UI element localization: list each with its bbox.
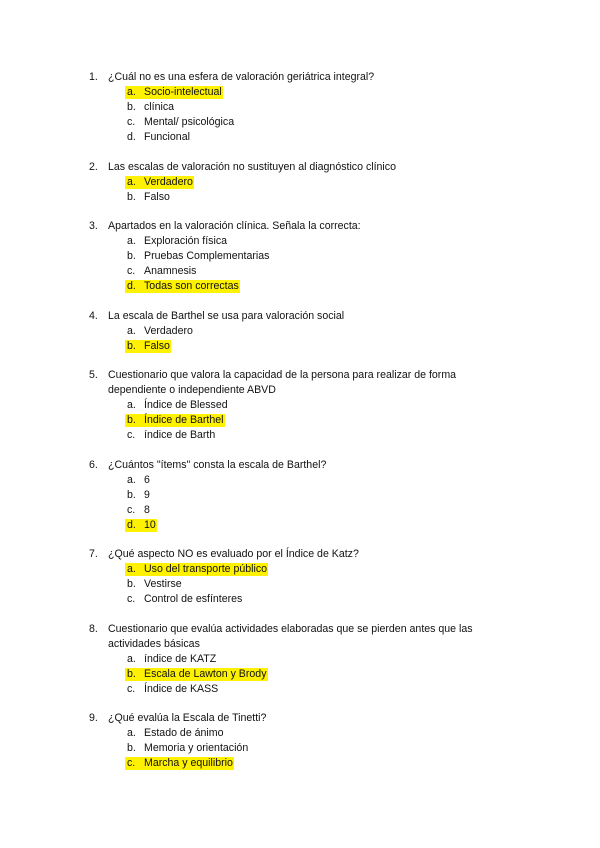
option-text: índice de KATZ (144, 652, 217, 665)
option-text: índice de Barth (144, 429, 216, 441)
answer-option (0, 190, 600, 205)
question-text: Las escalas de valoración no sustituyen al diagnóstico clínico (108, 160, 396, 173)
option-letter: b. (127, 742, 136, 754)
question-text: Apartados en la valoración clínica. Señala la correcta: (108, 220, 361, 232)
option-letter: a. (127, 324, 136, 337)
option-text: Verdadero (144, 324, 193, 337)
option-text: Socio-intelectual (144, 86, 222, 98)
answer-option-correct (0, 85, 600, 100)
question-stem (0, 458, 498, 473)
answer-option (0, 726, 600, 741)
answer-option (0, 264, 600, 279)
question-2 (0, 160, 600, 205)
option-text: Falso (144, 339, 170, 352)
answer-option-correct (0, 667, 600, 682)
option-letter: a. (127, 175, 136, 188)
option-letter: c. (127, 682, 136, 695)
answer-option (0, 592, 600, 607)
option-letter: d. (127, 280, 136, 292)
option-text: 9 (144, 488, 150, 501)
option-letter: c. (127, 116, 136, 128)
answer-option (0, 488, 600, 503)
option-text: Índice de KASS (144, 682, 219, 695)
question-number: 5. (89, 369, 98, 381)
option-letter: b. (127, 339, 136, 352)
question-stem (0, 547, 498, 562)
answer-option (0, 100, 600, 115)
answer-option (0, 577, 600, 592)
option-letter: b. (127, 667, 136, 680)
option-letter: a. (127, 652, 136, 665)
option-letter: b. (127, 101, 136, 113)
answer-option-correct (0, 756, 600, 771)
question-6 (0, 458, 600, 533)
option-text: Verdadero (144, 175, 193, 188)
answer-option (0, 503, 600, 518)
option-letter: b. (127, 414, 136, 426)
option-letter: c. (127, 757, 136, 769)
option-letter: d. (127, 518, 136, 531)
question-stem (0, 70, 498, 85)
answer-option (0, 428, 600, 443)
option-text: clínica (144, 101, 175, 113)
option-letter: b. (127, 578, 136, 590)
option-letter: a. (127, 563, 136, 575)
answer-option (0, 130, 600, 145)
option-text: Índice de Barthel (144, 414, 224, 426)
option-letter: b. (127, 488, 136, 501)
question-stem (0, 219, 498, 234)
option-letter: c. (127, 593, 136, 605)
option-letter: d. (127, 131, 136, 143)
answer-option-correct (0, 339, 600, 354)
question-text: ¿Cuál no es una esfera de valoración geriátrica integral? (108, 71, 375, 83)
option-text: 10 (144, 518, 156, 531)
option-text: Pruebas Complementarias (144, 250, 270, 262)
option-text: Escala de Lawton y Brody (144, 667, 267, 680)
option-letter: c. (127, 265, 136, 277)
question-9 (0, 711, 600, 771)
question-text: Cuestionario que valora la capacidad de la persona para realizar de forma dependiente o independiente ABVD (108, 369, 457, 396)
answer-option (0, 398, 600, 413)
option-text: Todas son correctas (144, 280, 239, 292)
question-text: Cuestionario que evalúa actividades elaboradas que se pierden antes que las actividades básicas (108, 622, 473, 650)
option-letter: a. (127, 727, 136, 739)
option-text: Uso del transporte público (144, 563, 268, 575)
answer-option-correct (0, 518, 600, 533)
option-text: Exploración física (144, 235, 228, 247)
option-letter: a. (127, 235, 136, 247)
option-text: Vestirse (144, 578, 182, 590)
question-stem (0, 368, 498, 398)
question-number: 7. (89, 548, 98, 560)
answer-option (0, 324, 600, 339)
option-text: Funcional (144, 131, 190, 143)
quiz-question-list (0, 70, 600, 786)
question-5 (0, 368, 600, 443)
question-number: 3. (89, 220, 98, 232)
answer-option (0, 234, 600, 249)
answer-option (0, 115, 600, 130)
option-text: Memoria y orientación (144, 742, 249, 754)
answer-option (0, 682, 600, 697)
option-text: Control de esfínteres (144, 593, 243, 605)
option-text: Marcha y equilibrio (144, 757, 233, 769)
option-text: Estado de ánimo (144, 727, 224, 739)
option-letter: c. (127, 429, 136, 441)
answer-option-correct (0, 562, 600, 577)
question-text: La escala de Barthel se usa para valoración social (108, 309, 345, 322)
question-text: ¿Cuántos "ítems" consta la escala de Barthel? (108, 458, 327, 471)
question-text: ¿Qué aspecto NO es evaluado por el Índice de Katz? (108, 548, 359, 560)
answer-option (0, 741, 600, 756)
question-stem (0, 711, 498, 726)
question-4 (0, 309, 600, 354)
answer-option-correct (0, 279, 600, 294)
question-text: ¿Qué evalúa la Escala de Tinetti? (108, 712, 267, 724)
option-letter: a. (127, 399, 136, 411)
question-number: 4. (89, 309, 98, 322)
question-stem (0, 622, 498, 652)
option-letter: b. (127, 190, 136, 203)
answer-option-correct (0, 175, 600, 190)
option-text: Mental/ psicológica (144, 116, 235, 128)
option-letter: a. (127, 473, 136, 486)
question-number: 6. (89, 458, 98, 471)
question-number: 1. (89, 71, 98, 83)
question-7 (0, 547, 600, 607)
answer-option-correct (0, 413, 600, 428)
question-number: 9. (89, 712, 98, 724)
question-number: 2. (89, 160, 98, 173)
question-1 (0, 70, 600, 145)
question-stem (0, 160, 498, 175)
option-text: Anamnesis (144, 265, 197, 277)
option-letter: a. (127, 86, 136, 98)
option-text: Índice de Blessed (144, 399, 228, 411)
option-text: 8 (144, 503, 150, 516)
option-letter: b. (127, 250, 136, 262)
question-3 (0, 219, 600, 294)
answer-option (0, 249, 600, 264)
question-number: 8. (89, 622, 98, 635)
question-8 (0, 622, 600, 697)
answer-option (0, 652, 600, 667)
option-text: 6 (144, 473, 150, 486)
option-text: Falso (144, 190, 170, 203)
question-stem (0, 309, 498, 324)
option-letter: c. (127, 503, 136, 516)
answer-option (0, 473, 600, 488)
